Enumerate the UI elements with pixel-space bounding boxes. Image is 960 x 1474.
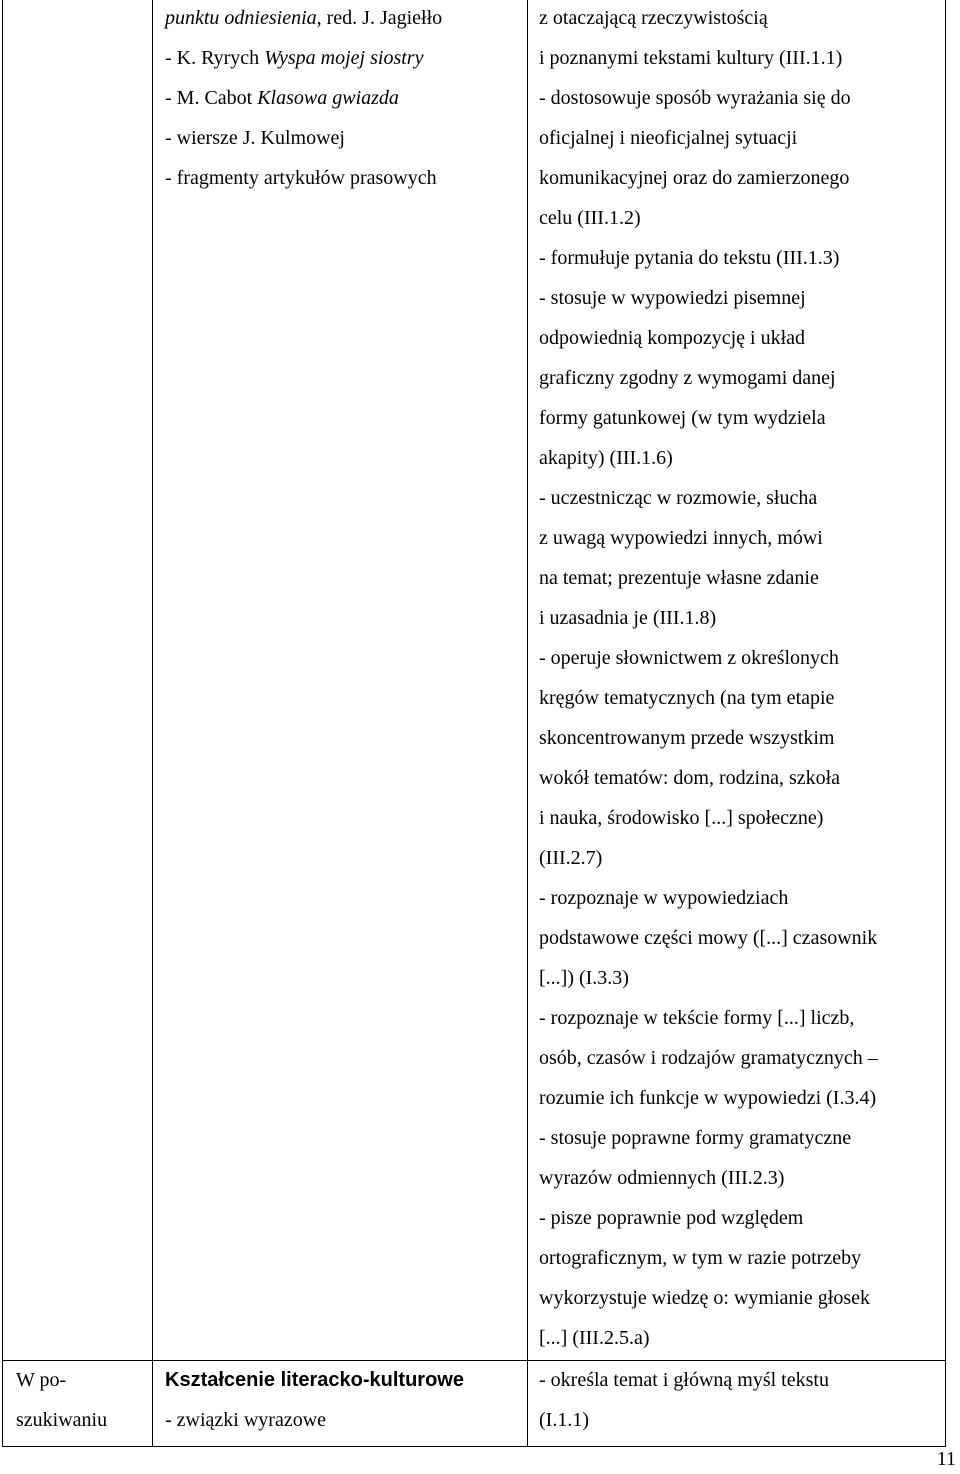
table-divider-col2 <box>527 0 528 1447</box>
page-number: 11 <box>936 1448 956 1470</box>
book-title: Klasowa gwiazda <box>257 87 399 109</box>
reading-text: - fragmenty artykułów prasowych <box>165 167 437 189</box>
skills-line: i nauka, środowisko [...] społeczne) <box>539 807 824 829</box>
reading-text: - wiersze J. Kulmowej <box>165 127 345 149</box>
reading-list <box>165 0 442 198</box>
reading-text: , red. J. Jagiełło <box>316 7 443 29</box>
reading-list-line <box>165 0 442 38</box>
skills-line: - dostosowuje sposób wyrażania się do <box>539 87 851 109</box>
skills-line: podstawowe części mowy ([...] czasownik <box>539 927 878 949</box>
skills-line: (III.2.7) <box>539 847 603 869</box>
skills-line: wykorzystuje wiedzę o: wymianie głosek <box>539 1287 871 1309</box>
topic-title <box>16 1360 107 1440</box>
skills-line: - operuje słownictwem z określonych <box>539 647 839 669</box>
requirements-line: (I.1.1) <box>539 1409 589 1431</box>
skills-line: - uczestnicząc w rozmowie, słucha <box>539 487 818 509</box>
reading-list-line <box>165 38 442 78</box>
table-border-bottom <box>2 1446 946 1447</box>
skills-line: i uzasadnia je (III.1.8) <box>539 607 717 629</box>
skills-line: odpowiednią kompozycję i układ <box>539 327 806 349</box>
skills-line: oficjalnej i nieoficjalnej sytuacji <box>539 127 798 149</box>
skills-line: wokół tematów: dom, rodzina, szkoła <box>539 767 841 789</box>
skills-line: formy gatunkowej (w tym wydziela <box>539 407 826 429</box>
skills-line: komunikacyjnej oraz do zamierzonego <box>539 167 850 189</box>
skills-line: na temat; prezentuje własne zdanie <box>539 567 819 589</box>
skills-line: - stosuje poprawne formy gramatyczne <box>539 1127 852 1149</box>
skills-line: skoncentrowanym przede wszystkim <box>539 727 835 749</box>
skills-line: - formułuje pytania do tekstu (III.1.3) <box>539 247 840 269</box>
table-border-right <box>945 0 946 1447</box>
skills-line: z uwagą wypowiedzi innych, mówi <box>539 527 823 549</box>
book-title: Wyspa mojej siostry <box>264 47 424 69</box>
skills-line: [...] (III.2.5.a) <box>539 1327 650 1349</box>
topic-title-line: szukiwaniu <box>16 1409 108 1431</box>
skills-line: - rozpoznaje w wypowiedziach <box>539 887 789 909</box>
table-divider-col1 <box>152 0 153 1447</box>
skills-line: graficzny zgodny z wymogami danej <box>539 367 836 389</box>
skills-line: osób, czasów i rodzajów gramatycznych – <box>539 1047 878 1069</box>
skills-line: wyrazów odmiennych (III.2.3) <box>539 1167 785 1189</box>
reading-text: - K. Ryrych <box>165 47 265 69</box>
skills-line: - stosuje w wypowiedzi pisemnej <box>539 287 806 309</box>
skills-line: ortograficznym, w tym w razie potrzeby <box>539 1247 862 1269</box>
skills-line: akapity) (III.1.6) <box>539 447 673 469</box>
book-title: punktu odniesienia <box>165 7 317 29</box>
table-border-left <box>2 0 3 1447</box>
reading-list-line <box>165 78 442 118</box>
skills-line: - rozpoznaje w tekście formy [...] liczb, <box>539 1007 855 1029</box>
requirements-line: - określa temat i główną myśl tekstu <box>539 1369 829 1391</box>
reading-list-line <box>165 118 442 158</box>
skills-list <box>539 0 878 1358</box>
skills-line: - pisze poprawnie pod względem <box>539 1207 804 1229</box>
education-area <box>165 1360 464 1440</box>
section-heading: Kształcenie literacko-kulturowe <box>165 1369 464 1391</box>
requirements-list <box>539 1360 829 1440</box>
skills-line: kręgów tematycznych (na tym etapie <box>539 687 835 709</box>
skills-line: celu (III.1.2) <box>539 207 641 229</box>
skills-line: i poznanymi tekstami kultury (III.1.1) <box>539 47 843 69</box>
reading-list-line <box>165 158 442 198</box>
topic-title-line: W po- <box>16 1369 67 1391</box>
section-item: - związki wyrazowe <box>165 1409 327 1431</box>
skills-line: rozumie ich funkcje w wypowiedzi (I.3.4) <box>539 1087 877 1109</box>
reading-text: - M. Cabot <box>165 87 258 109</box>
skills-line: z otaczającą rzeczywistością <box>539 7 768 29</box>
skills-line: [...]) (I.3.3) <box>539 967 629 989</box>
